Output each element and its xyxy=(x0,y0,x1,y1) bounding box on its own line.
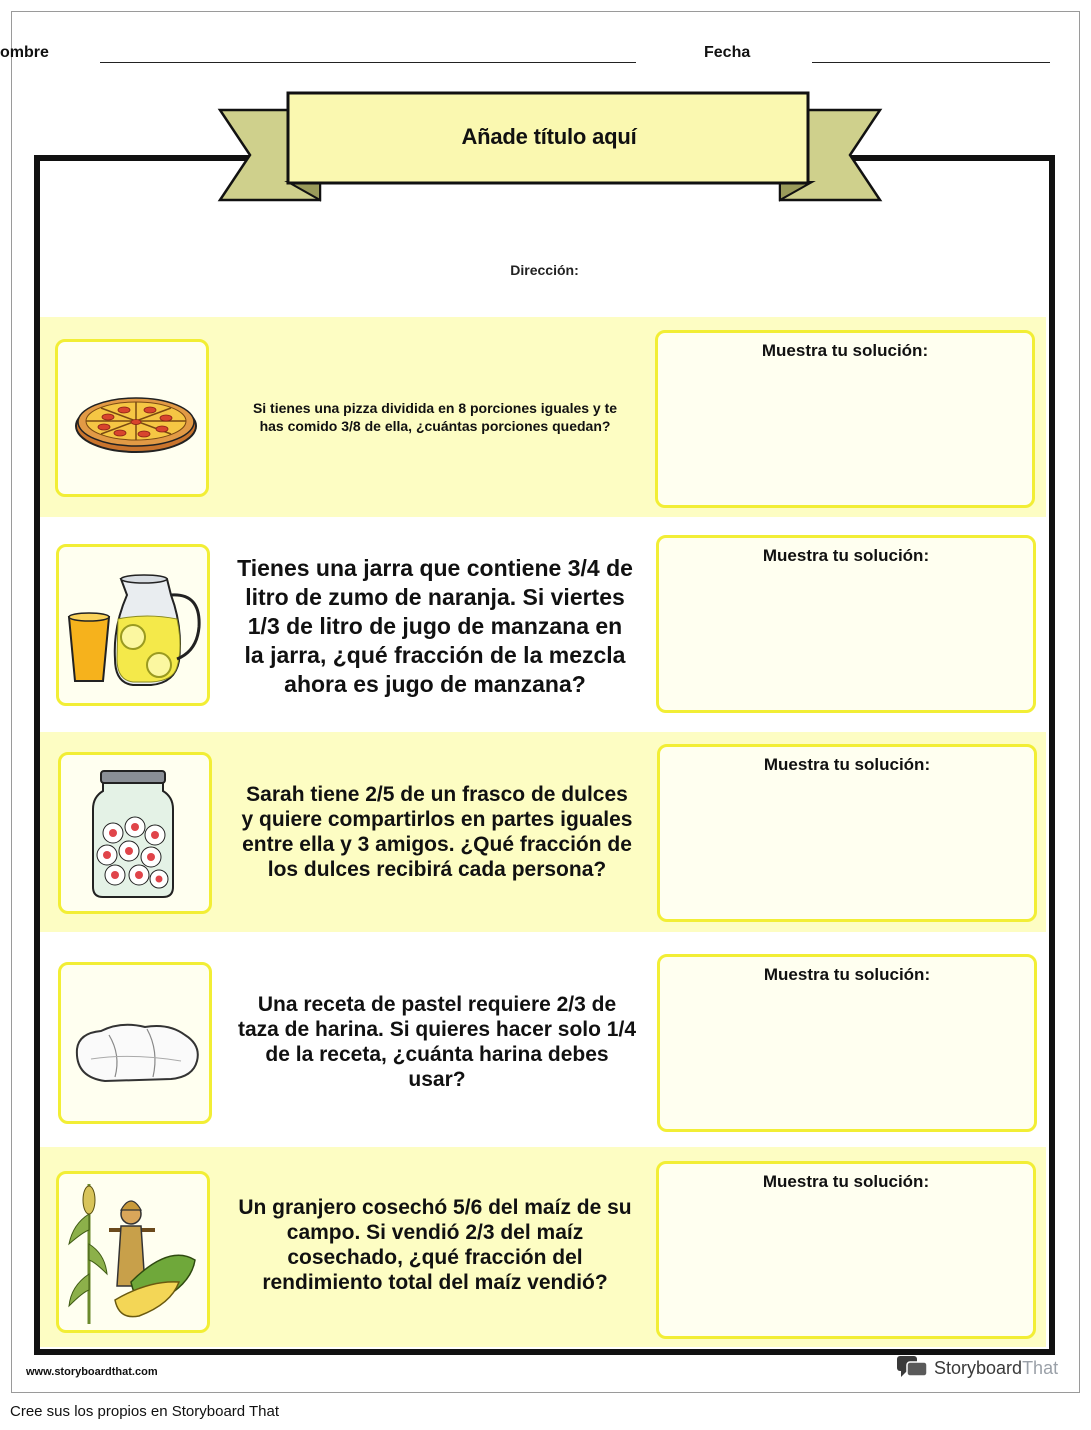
flour-image-box xyxy=(58,962,212,1124)
credit-link[interactable]: Cree sus los propios en Storyboard That xyxy=(10,1403,280,1420)
flour-bag-icon xyxy=(61,965,211,1121)
solution-box-2[interactable] xyxy=(656,535,1036,713)
problem-row-4 xyxy=(40,932,1046,1147)
solution-label-4: Muestra tu solución: xyxy=(763,965,931,984)
solution-box-5[interactable] xyxy=(656,1161,1036,1339)
solution-label-1: Muestra tu solución: xyxy=(761,341,929,360)
name-line[interactable] xyxy=(100,62,636,63)
problem-2-question: Tienes una jarra que contiene 3/4 de litro de zumo de naranja. Si viertes 1/3 de litro de jugo de manzana en la jarra, ¿qué fracción de la mezcla ahora es jugo de manzana? xyxy=(237,554,633,697)
speech-bubbles-icon xyxy=(896,1355,928,1381)
brand-light: That xyxy=(1022,1357,1059,1378)
candy-jar-image-box xyxy=(58,752,212,914)
problem-row-5 xyxy=(40,1147,1046,1347)
solution-label-3: Muestra tu solución: xyxy=(763,755,931,774)
pizza-icon xyxy=(58,342,208,494)
pizza-image-box xyxy=(55,339,209,497)
name-label: ombre xyxy=(0,44,49,61)
solution-box-3[interactable] xyxy=(657,744,1037,922)
problem-1-question: Si tienes una pizza dividida en 8 porciones iguales y te has comido 3/8 de ella, ¿cuántas porciones quedan? xyxy=(252,400,618,434)
scarecrow-corn-icon xyxy=(59,1174,209,1330)
solution-label-2: Muestra tu solución: xyxy=(762,546,930,565)
storyboardthat-logo[interactable] xyxy=(896,1354,1058,1382)
solution-label-5: Muestra tu solución: xyxy=(762,1172,930,1191)
problem-3-question: Sarah tiene 2/5 de un frasco de dulces y quiere compartirlos en partes iguales entre ella y 3 amigos. ¿Qué fracción de los dulces recibirá cada persona? xyxy=(241,783,633,881)
direction-label: Dirección: xyxy=(510,262,579,278)
candy-jar-icon xyxy=(61,755,211,911)
date-line[interactable] xyxy=(812,62,1050,63)
problem-row-3 xyxy=(40,732,1046,932)
solution-box-1[interactable] xyxy=(655,330,1035,508)
brand-main: Storyboard xyxy=(934,1357,1023,1378)
problem-row-1 xyxy=(40,317,1046,517)
solution-box-4[interactable] xyxy=(657,954,1037,1132)
juice-image-box xyxy=(56,544,210,706)
date-label: Fecha xyxy=(704,44,751,61)
problem-row-2 xyxy=(40,517,1046,732)
problem-5-question: Un granjero cosechó 5/6 del maíz de su campo. Si vendió 2/3 del maíz cosechado, ¿qué fracción del rendimiento total del maíz vendió? xyxy=(238,1196,632,1294)
harvest-image-box xyxy=(56,1171,210,1333)
problem-4-question: Una receta de pastel requiere 2/3 de taza de harina. Si quieres hacer solo 1/4 de la receta, ¿cuánta harina debes usar? xyxy=(238,993,636,1091)
worksheet-title[interactable]: Añade título aquí xyxy=(461,124,637,149)
site-url[interactable]: www.storyboardthat.com xyxy=(26,1366,158,1378)
juice-pitcher-icon xyxy=(59,547,209,703)
